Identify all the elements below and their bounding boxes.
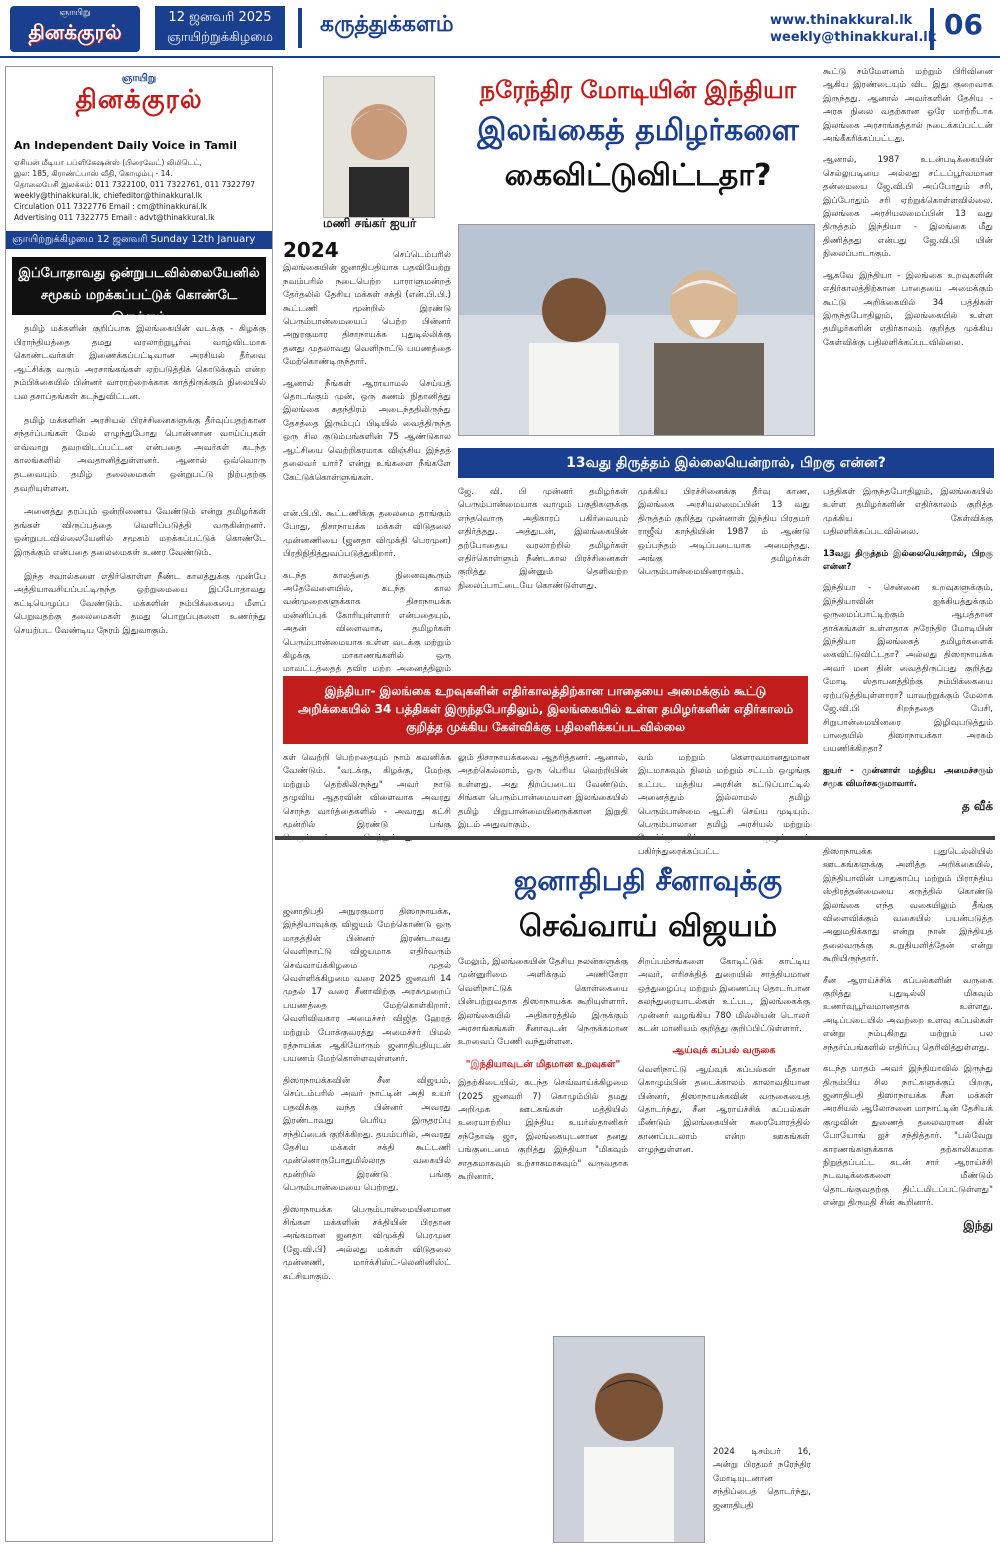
masthead-sup: ஞாயிறு [121,73,157,84]
headline-line: ஜனாதிபதி சீனாவுக்கு [513,864,783,897]
address-line: தொலைபேசி இலக்கம்: 011 7322100, 011 7322761, 011 7322797 [14,180,256,189]
address-line: இல: 185, கிராண்ட்பாஸ் வீதி, கொழும்பு - 14. [14,169,173,178]
editorial-paragraph: தமிழ் மக்களின் அரசியல் பிரச்சினைகளுக்கு தீர்வுப்பதற்கான சந்தர்ப்பங்கள் மேல் எழுந்துபோது பொன்னான வாய்ப்புகள் எவ்வாறு தவறவிடப்பட்டன என்பதை அவர்கள் கடந்த காலங்களில் அவதானித்துள்ளனர். ஆனால் ஒவ்வொரு தடவையும் தமிழ் தலைமைகள் ஒன்றுபட்டு நிற்பதற்கு தவறியுள்ளன. [14,415,266,494]
header-date-box [155,6,285,50]
masthead-address [14,157,264,223]
header-contact [770,12,937,46]
header-rule [0,56,1000,58]
website-link[interactable]: www.thinakkural.lk [770,13,913,28]
article-china-visit [283,846,995,1546]
article2-paragraph: 2024 டிசம்பர் 16, அன்று பிரதமர் நரேந்திர மோடியுடனான சந்திப்பைத் தொடர்ந்து, ஜனாதிபதி [713,1447,811,1511]
article1-paragraph: என்.பி.பி. கூட்டணிக்கு தலைமை தாங்கும் போது, திசாநாயக்க மக்கள் விடுதலை முன்னணியை (ஜனதா விமுக்தி பெரமுன) பிரதிநிதித்துவப்படுத்துகிறார். [283,509,451,560]
header-separator [298,8,302,48]
article2-source: இந்து [963,1217,993,1232]
article1-col-c [638,486,810,588]
headline-line: இலங்கைத் தமிழர்களை [477,113,799,148]
editorial-column [5,66,273,1542]
article1-side-question: 13வது திருத்தம் இல்லையென்றால், பிறகு என்ன? [823,548,993,573]
article-divider [275,836,995,840]
header-day: ஞாயிற்றுக்கிழமை [166,30,273,45]
article1-pull-quote: இந்தியா- இலங்கை உறவுகளின் எதிர்காலத்திற்கான பாதையை அமைக்கும் கூட்டு அறிக்கையில் 34 பத்திகள் இருந்தபோதிலும், இலங்கையில் உள்ள தமிழர்களின் எதிர்காலம் குறித்த முக்கிய கேள்விக்கு பதிலளிக்கப்படவில்லை [283,676,808,744]
author-name: மணி சங்கர் ஐயர் [323,216,417,230]
article2-col-b [458,956,628,1193]
address-line: ஏசியன் மீடியா பப்ளிகேஷன்ஸ் (பிரைவேட்) லிமிடெட், [14,158,202,167]
author-note: ஐயர் - முன்னாள் மத்திய அமைச்சரும் சமூக விமர்சகருமாவார். [823,765,993,790]
author-photo [323,76,435,218]
article2-col-c3 [713,1446,811,1521]
article1-paragraph: பத்திகள் இருந்தபோதிலும், இலங்கையில் உள்ள தமிழர்களின் எதிர்காலம் குறித்த முக்கிய கேள்விக்கு பதிலளிக்கப்படவில்லை. [823,487,993,538]
article1-paragraph: லும் திசாநாயக்கவை ஆதரித்தனர். ஆனால், அதற்கெல்லாம், ஒரு பெரிய வெற்றியின் உள்ளது. அது திறப்படைய வேண்டும். சிங்கள பெரும்பான்மையான இலங்கையில் தமிழ் பிறுபான்மையினருக்கான இறுதி இடம் அதுவாகும். [458,753,628,831]
headline-line: செவ்வாய் விஜயம் [518,909,778,944]
article2-paragraph: மேலும், இலங்கையின் தேசிய நலன்களுக்கு முன்னுரிமை அளிக்கும் அணிசேரா வெளிநாட்டுக் கொள்கையை பின்பற்றுவதாக திஸாநாயக்க கூறியுள்ளார். இலங்கையில் அதிகாரத்தில் இருக்கும் அரசாங்கங்கள் சீனாவுடன் நெருக்கமான உறவைப் பேணி வந்துள்ளன. [458,957,628,1048]
address-line: Advertising 011 7322775 Email : advt@thinakkural.lk [14,213,215,222]
article2-paragraph: இதற்கிடையில், கடந்த செவ்வாய்க்கிழமை (2025 ஜனவரி 7) கொழும்பில் தமது அறிமுக ஊடகங்கள் மத்தியில் உரையாற்றிய இந்திய உயர்ஸ்தானிகர் சந்தோஷ் ஜா, இலங்கையுடனான தனது பங்குடைமை குறித்து இந்தியா "மிகவும் சாதகமாகவும் உற்சாகமாகவும்" வருவதாக கூறினார். [458,1078,628,1183]
header-logo [10,6,140,52]
article1-photo [458,224,815,436]
editorial-paragraph: இந்த சவால்களை எதிர்கொள்ள நீண்ட காலத்துக்கு முன்பே அத்தியாவசியப்பட்டிருந்த ஒற்றுமையை இப்போதாவது கட்டியெழுப்ப வேண்டும். மக்களின் நம்பிக்கையை மீளப் பெறுவதற்கு தலைமைகள் தமது பொறுப்புகளை உணர்ந்து செயற்பட வேண்டிய நேரம் இதுவாகும். [14,571,266,636]
article1-paragraph: ஆனால் நீங்கள் ஆராயாமல் செய்யத் தொடங்கும் முன், ஒரு கணம் நிதானித்து இலங்கை சுதந்திரம் அடைந்ததிலிருந்து தேசத்தை இரும்புப் பிடியில் வைத்திருந்த ஒரு சில குடும்பங்களின் 75 ஆண்டுகால ஆட்சியை வெற்றிகரமாக விஞ்சிய இந்தத் தலைவர் யார்? என்று உங்களை நீங்களே கேட்டுக்கொள்ளுங்கள். [283,378,451,483]
address-line: weekly@thinakkural.lk, chiefeditor@thinakkural.lk [14,191,203,200]
article1-col-b [458,486,628,601]
article2-paragraph: வெளிநாட்டு ஆய்வுக் கப்பல்கள் மீதான கொழும்பின் தடைக்காலம் காலாவதியான பின்னர், திஸாநாயக்கவின் வருகையைத் தொடர்ந்து, சீன ஆராய்ச்சிக் கப்பல்கள் மீண்டும் இலங்கையின் கரையோரத்தில் காணப்படலாம் என்ற ஊகங்கள் எழுந்துள்ளன. [638,1064,810,1156]
article2-right-col [823,846,993,1240]
article2-subhead: ஆய்வுக் கப்பல் வருகை [672,1045,776,1057]
article2-paragraph: திஸாநாயக்க பெரும்பான்மையினமான சிங்கள மக்களின் சக்தியின் பிரதான அங்கமான ஜனதா விமுக்தி பெரமுன (ஜே.வி.பி) அல்லது மக்கள் விடுதலை முன்னணி, மார்க்சிஸ்ட்-லெனினிஸ்ட் கட்சியாகும். [283,1204,451,1282]
article2-col-a [283,906,451,1292]
masthead-name: தினக்குரல் [75,85,203,115]
article2-subhead: "இந்தியாவுடன் மிதமான உறவுகள்" [465,1058,621,1070]
article1-side-col [823,486,993,821]
article1-right-col [823,66,993,358]
page-header [0,0,1000,58]
article1-headline [458,72,818,197]
article1-paragraph: வம் மற்றும் கௌரவமானதுமான இடமாகவும் நிலம் மற்றும் சட்டம் ஒழுங்கு உட்பட மத்திய அரசின் கட்டுப்பாட்டில் அனைத்தும் இல்லாமல் தமிழ் பெரும்பான்மை ஆட்சி செய்ய முடியும். பெரும்பாலான தமிழ் அரசியல் மற்றும் பகிர்ந்துரைக்கப்பட்ட [638,753,810,857]
address-line: Circulation 011 7322776 Email : cm@thinakkural.lk [14,202,207,211]
masthead-tagline: An Independent Daily Voice in Tamil [14,139,237,152]
page-number: 06 [930,8,990,50]
header-date: 12 ஜனவரி 2025 [168,10,272,25]
section-title: கருத்துக்களம் [320,12,454,37]
editorial-headline: இப்போதாவது ஒன்றுபடவில்லையேனில் சமூகம் மறக்கப்பட்டுக் கொண்டே இருக்கும் [12,257,266,315]
article1-intro: செப்டெம்பரில் இலங்கையின் ஜனாதிபதியாக பதவியேற்று நவம்பரில் நடைபெற்ற பாராளுமன்றத் தேர்தலில் தேசிய மக்கள் சக்தி (என்.பி.பி.) கூட்டணி மூன்றில் இரண்டு பெரும்பான்மையைப் பெற்ற பின்னர் அநுரகுமார திசாநாயக்க புதுடில்லிக்கு தனது முதலாவது வெளிநாட்டு பயணத்தை மேற்கொண்டிருந்தார். [283,250,451,368]
article1-paragraph: இந்தியா - சென்னை உறவுகளுக்கும், இந்தியாவின் ஐக்கியத்துக்கும் ஒருமைப்பாட்டிற்கும் ஆபத்தான தாக்கங்கள் உள்ளதாக நரேந்திர மோடியின் இந்தியா இலங்கைத் தமிழர்களைக் கைவிட்டுவிட்டதா? அல்லது திஸாநாயக்க அவர் மன தின் வைத்திருப்பது குறித்து மோடி ஸ்தாபனத்திற்கு நம்பிக்கையை ஏற்படுத்தியுள்ளாரா? யாவற்றுக்கும் மேலாக ஜே.வி.பி சிறந்ததை பேசி, சிறுபான்மையினரை இழிவுபடுத்தும் பாதையில் திஸாநாயக்கா அரசும் பயணிக்கிறதா? [823,583,993,755]
masthead-date-bar: ஞாயிற்றுக்கிழமை 12 ஜனவரி Sunday 12th January [6,231,272,249]
header-logo-sup: ஞாயிறு [59,8,91,18]
article2-paragraph: ஜனாதிபதி அநுரகுமார திஸாநாயக்க, இந்தியாவுக்கு விஜயம் மேற்கொண்டு ஒரு மாதத்தின் பின்னர் இரண்டாவது வெளிநாட்டு விஜயமாக எதிர்வரும் செவ்வாய்க்கிழமை முதல் வெள்ளிக்கிழமை வரை 2025 ஜனவரி 14 முதல் 17 வரை சீனாவிற்கு அரசுமுறைப் பயணத்தை மேற்கொள்கிறார். வெளிவிவகார அமைச்சர் விஜித ஹேரத் மற்றும் போக்குவரத்து அமைச்சர் பிமல் ரத்நாயக்க ஆகியோரும் ஜனாதிபதியுடன் பயணம் மேற்கொள்ளவுள்ளனர். [283,907,451,1065]
editorial-paragraph: தமிழ் மக்களின் குறிப்பாக இலங்கையின் வடக்கு - கிழக்கு பிராந்தியத்தை தமது வரலாற்றுபூர்வ வாழ்விடமாக கொண்டவர்கள் இணைக்கப்பட்டிவான அரசியல் தீர்வை ஆட்சிக்கு வரும் அரசாங்கங்கள் ஏற்படுத்திக் கொடுக்கும் என்ற நம்பிக்கையில் பின்னர் வாராற்றைக்காக காத்திருக்கும் நிலையில் பல தசாப்தங்கள் கடந்துவிட்டன. [14,324,266,402]
article2-photo [553,1336,705,1543]
article2-paragraph: சிறப்பம்சங்களை கோடிட்டுக் காட்டிய அவர், எரிசக்தித் துறையில் சாத்தியமான ஒத்துழைப்பு மற்றும் இணைப்பு தொடர்பான கலந்துரையாடல்கள் உட்பட, இலங்கைக்கு முன்னர் வழங்கிய 780 மில்லியன் டொலர் கடன் மானியம் குறித்து குறிப்பிட்டுள்ளார். [638,957,810,1035]
article1-paragraph: ஆனால், 1987 உடன்படிக்கையின் செல்லுபடியை அல்லது சட்டப்பூர்வமான தன்மையை ஜே.வி.பி அப்போதும் சரி, இப்போதும் சரி ஏற்றுக்கொள்ளவில்லை. இலங்கை அரசியலமைப்பின் 13 வது திருத்தம் இந்தியா - இலங்கை மீது திணித்தது என்பது ஜே.வி.பி யின் நிலைப்பாடாகும். [823,155,993,260]
article2-col-c [638,956,810,1166]
article-modi-india [283,66,995,857]
article1-year: 2024 [283,238,339,262]
headline-line: கைவிட்டுவிட்டதா? [504,158,772,193]
article1-paragraph: முக்கிய பிரச்சினைக்கு தீர்வு காண, இலங்கை அரசியலமைப்பின் 13 வது திருத்தம் குறித்து முன்னாள் இந்திய பிரதமர் ராஜீவ் காந்தியின் 1987 ம் ஆண்டு ஒப்பந்தம் அடிப்படையாக அமைந்தது. அங்கு தமிழர்கள் பெரும்பான்மையினராகும். [638,487,810,578]
article1-paragraph: கடந்த காலத்தை நினைவுகூரும் அதேவேளையில், கடந்த கால வன்முறைகளுக்காக திசாநாயக்க மன்னிப்புக் கோரியுள்ளார் என்பதையும், அதன் விளைவாக, தமிழர்கள் பெரும்பான்மையாக உள்ள வடக்கு மற்றும் கிழக்கு மாகாணங்களில் ஒரு மாவட்டத்தைத் தவிர மற்ற அனைத்திலும் [283,570,451,675]
article1-source: த வீக் [961,798,993,813]
article1-paragraph: ஜே. வி. பி முன்னர் தமிழர்கள் பெரும்பான்மையாக வாழும் பகுதிகளுக்கு எந்தவொரு அதிகாரப் பகிர்வையும் எதிர்த்தது. அத்துடன், இலங்கையின் தற்போதைய வரலாற்றில் தமிழர்கள் எதிர்கொள்ளும் நீண்டகால பிரச்சினைகள் குறித்து இன்னும் தெளிவற்ற நிலைப்பாட்டையே கொண்டுள்ளது. [458,487,628,591]
article1-bottom-b [458,752,628,840]
article1-paragraph: ஆகவே இந்தியா - இலங்கை உறவுகளின் எதிர்காலத்திற்கான பாதையை அமைக்கும் கூட்டு அறிக்கையில் 34 பத்திகள் இருந்தபோதிலும், இலங்கையில் உள்ள தமிழர்களின் எதிர்காலம் குறித்த முக்கிய கேள்விக்கு பதிலளிக்கப்படவில்லை. [823,270,993,348]
editorial-paragraph: அனைத்து தரப்பும் ஒன்றிணைய வேண்டும் என்று தமிழர்கள் தங்கள் விருப்பத்தை வெளிப்படுத்தி வருகின்றனர். ஒன்றுபடவில்லையேனில் சமூகம் மறக்கப்பட்டுக் கொண்டே இருக்கும் என்பதை தலைமைகள் உணர வேண்டும். [14,507,266,558]
article2-paragraph: திஸாநாயக்க புதுடெல்லியில் ஊடகங்களுக்கு அளித்த அறிக்கையில், இந்தியாவின் பாதுகாப்பு மற்றும் பிராந்திய ஸ்திரத்தன்மையை கருத்தில் கொண்டு இலங்கை எந்த வகையிலும் தீங்கு விளைவிக்கும் வகையில் பயன்படுத்த அனுமதிக்காது என்று நான் இந்தியத் தலைவருக்கு உறுதியளித்தேன் என்று கூறியிருந்தார். [823,847,993,965]
article1-paragraph: கள் வெற்றி பெற்றதையும் நாம் கவனிக்க வேண்டும். "வடக்கு, கிழக்கு, மேற்கு மற்றும் தெற்கிலிருந்து" அவர் நாடு தழுவிய ஆதரவின் விளைவாக அவரது சொந்த வார்த்தைகளில் - அவரது கட்சி மூன்றில் இரண்டு பங்கு [283,753,451,831]
header-logo-name: தினக்குரல் [28,20,122,44]
article1-col-a [283,238,451,493]
editorial-body [14,323,266,648]
article2-paragraph: திஸாநாயக்கவின் சீன விஜயம், செப்டம்பரில் அவர் நாட்டின் அதி உயர் பதவிக்கு வந்த பின்னர் அவரது இரண்டாவது பெரிய இருதரப்பு சந்திப்பைக் குறிக்கிறது. தயம்பரில், அவரது தேசிய மக்கள் சக்தி கூட்டணி முன்னொருபோதுமில்லாத வகையில் மூன்றில் இரண்டு பங்கு பெரும்பான்மையை பெற்றது. [283,1075,451,1194]
article2-paragraph: கடந்த மாதம் அவர் இந்தியாவில் இருந்து திரும்பிய சில நாட்களுக்குப் பிறகு, ஜனாதிபதி திஸாநாயக்க சீன மக்கள் அரசியல் ஆலோசனை மாநாட்டின் தேசியக் குழுவின் துணைத் தலைவரான கின் போயோங் ஐச் சந்தித்தார். "பல்வேறு காரணங்களுக்காக தற்காலிகமாக நிறுத்தப்பட்ட கடன் சார் ஆராய்ச்சி நடவடிக்கைகளை மீண்டும் தொடங்குவதற்கு திட்டமிடப்பட்டுள்ளது" என்று திருமதி சின் கூறினார். [823,1064,993,1209]
article2-headline [458,864,838,948]
article1-paragraph: கூட்டு சம்மேளனம் மற்றும் பிரிவினை ஆகிய இரண்டையும் விட இது குறைவாக இருந்தது. ஆனால் அவர்களின் தேசிய - அரசு நிலை வதற்கான ஒரே மாற்றீடாக இலங்கை அரசாங்கத்தால் நடைக்கப்பட்டன் அங்கீகரிக்கப்பட்டது. [823,67,993,145]
article2-paragraph: சீன ஆராய்ச்சிக் கப்பல்களின் வருகை குறித்து புதுடில்லி மிகவும் உணர்வுபூர்வமானதாக உள்ளது. அடிப்படையில் அவற்றை உளவு கப்பல்கள் என்று நம்புகிறது மற்றும் பல சந்தர்ப்பங்களில் எதிர்ப்பு தெரிவித்துள்ளது. [823,975,993,1053]
email-link[interactable]: weekly@thinakkural.lk [770,30,937,45]
masthead [14,73,264,129]
article1-subhead: 13வது திருத்தம் இல்லையென்றால், பிறகு என்ன? [458,448,994,478]
headline-line: நரேந்திர மோடியின் இந்தியா [479,76,797,104]
